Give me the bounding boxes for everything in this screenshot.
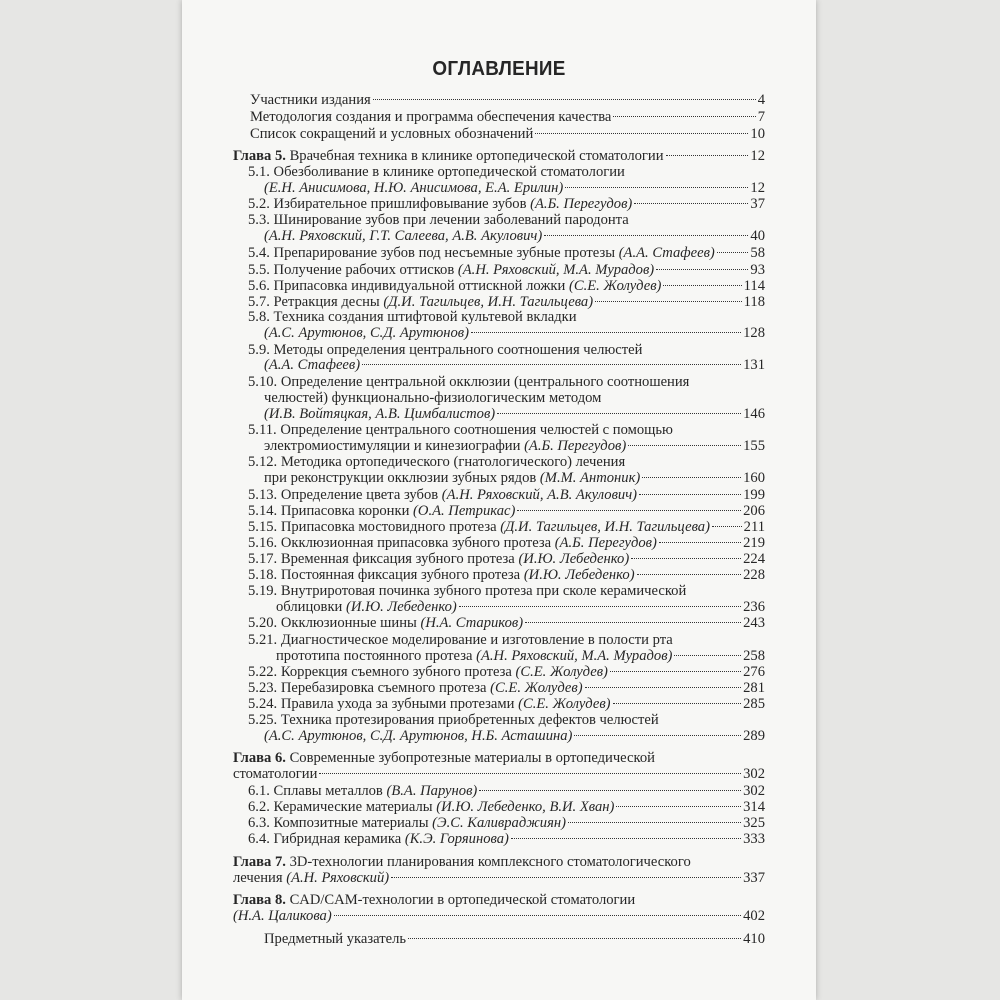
leader-dots <box>634 203 748 204</box>
toc-section-5-3[interactable]: 5.3. Шинирование зубов при лечении заболеваний пародонта <box>248 212 629 228</box>
leader-dots <box>628 445 741 446</box>
leader-dots <box>642 477 741 478</box>
leader-dots <box>511 838 741 839</box>
leader-dots <box>595 301 742 302</box>
page-number: 10 <box>750 126 765 142</box>
leader-dots <box>535 133 748 134</box>
toc-section-5-15[interactable]: 5.15. Припасовка мостовидного протеза (Д.И. Тагильцев, И.Н. Тагильцева) 211 <box>248 519 765 535</box>
leader-dots <box>574 735 741 736</box>
toc-section-5-1-authors: (Е.Н. Анисимова, Н.Ю. Анисимова, Е.А. Ерилин) 12 <box>264 180 765 196</box>
leader-dots <box>479 790 741 791</box>
toc-section-5-6[interactable]: 5.6. Припасовка индивидуальной оттискной ложки (С.Е. Жолудев) 114 <box>248 278 765 294</box>
toc-entry-abbreviations[interactable]: Список сокращений и условных обозначений 10 <box>250 126 765 142</box>
leader-dots <box>497 413 741 414</box>
toc-section-5-19[interactable]: 5.19. Внутриротовая починка зубного протеза при сколе керамической <box>248 583 687 599</box>
toc-section-5-19-cont: облицовки (И.Ю. Лебеденко) 236 <box>276 599 765 615</box>
leader-dots <box>616 806 741 807</box>
leader-dots <box>666 155 749 156</box>
leader-dots <box>373 99 756 100</box>
toc-section-5-20[interactable]: 5.20. Окклюзионные шины (Н.А. Стариков) 243 <box>248 615 765 631</box>
leader-dots <box>565 187 748 188</box>
toc-section-6-2[interactable]: 6.2. Керамические материалы (И.Ю. Лебеденко, В.И. Хван) 314 <box>248 799 765 815</box>
leader-dots <box>637 574 742 575</box>
leader-dots <box>391 877 741 878</box>
toc-chapter-7-cont: лечения (А.Н. Ряховский) 337 <box>233 870 765 886</box>
toc-section-5-9[interactable]: 5.9. Методы определения центрального соотношения челюстей <box>248 342 643 358</box>
toc-chapter-8[interactable]: Глава 8. CAD/CAM-технологии в ортопедической стоматологии <box>233 892 636 908</box>
toc-section-5-9-authors: (А.А. Стафеев) 131 <box>264 357 765 373</box>
toc-section-5-18[interactable]: 5.18. Постоянная фиксация зубного протеза (И.Ю. Лебеденко) 228 <box>248 567 765 583</box>
page-title: ОГЛАВЛЕНИЕ <box>432 57 566 80</box>
leader-dots <box>639 494 741 495</box>
toc-section-5-3-authors: (А.Н. Ряховский, Г.Т. Салеева, А.В. Акулович) 40 <box>264 228 765 244</box>
leader-dots <box>544 235 748 236</box>
toc-section-5-23[interactable]: 5.23. Перебазировка съемного протеза (С.Е. Жолудев) 281 <box>248 680 765 696</box>
leader-dots <box>712 526 742 527</box>
toc-chapter-7[interactable]: Глава 7. 3D-технологии планирования комплексного стоматологического <box>233 854 691 870</box>
leader-dots <box>459 606 741 607</box>
toc-section-5-8-authors: (А.С. Арутюнов, С.Д. Арутюнов) 128 <box>264 325 765 341</box>
leader-dots <box>319 773 741 774</box>
leader-dots <box>659 542 741 543</box>
toc-section-5-13[interactable]: 5.13. Определение цвета зубов (А.Н. Ряховский, А.В. Акулович) 199 <box>248 487 765 503</box>
leader-dots <box>613 703 742 704</box>
leader-dots <box>362 364 741 365</box>
toc-section-5-7[interactable]: 5.7. Ретракция десны (Д.И. Тагильцев, И.Н. Тагильцева) 118 <box>248 294 765 310</box>
toc-section-5-1[interactable]: 5.1. Обезболивание в клинике ортопедической стоматологии <box>248 164 625 180</box>
toc-section-5-25-authors: (А.С. Арутюнов, С.Д. Арутюнов, Н.Б. Асташина) 289 <box>264 728 765 744</box>
page-number: 4 <box>757 92 765 108</box>
toc-chapter-5[interactable]: Глава 5. Врачебная техника в клинике ортопедической стоматологии 12 <box>233 148 765 164</box>
toc-section-5-24[interactable]: 5.24. Правила ухода за зубными протезами (С.Е. Жолудев) 285 <box>248 696 765 712</box>
toc-section-5-17[interactable]: 5.17. Временная фиксация зубного протеза (И.Ю. Лебеденко) 224 <box>248 551 765 567</box>
toc-section-5-11[interactable]: 5.11. Определение центрального соотношения челюстей с помощью <box>248 422 673 438</box>
toc-entry-subject-index[interactable]: Предметный указатель 410 <box>264 931 765 947</box>
leader-dots <box>656 269 748 270</box>
leader-dots <box>585 687 742 688</box>
toc-section-5-16[interactable]: 5.16. Окклюзионная припасовка зубного протеза (А.Б. Перегудов) 219 <box>248 535 765 551</box>
toc-chapter-6-cont: стоматологии 302 <box>233 766 765 782</box>
toc-section-5-10-authors: (И.В. Войтяцкая, А.В. Цимбалистов) 146 <box>264 406 765 422</box>
leader-dots <box>525 622 741 623</box>
page-number: 7 <box>757 109 765 125</box>
toc-section-5-21[interactable]: 5.21. Диагностическое моделирование и изготовление в полости рта <box>248 632 673 648</box>
leader-dots <box>334 915 741 916</box>
toc-section-6-3[interactable]: 6.3. Композитные материалы (Э.С. Каливраджиян) 325 <box>248 815 765 831</box>
toc-section-5-14[interactable]: 5.14. Припасовка коронки (О.А. Петрикас) 206 <box>248 503 765 519</box>
toc-section-5-12-cont: при реконструкции окклюзии зубных рядов (М.М. Антоник) 160 <box>264 470 765 486</box>
toc-entry-methodology[interactable]: Методология создания и программа обеспечения качества 7 <box>250 109 765 125</box>
toc-section-5-11-cont: электромиостимуляции и кинезиографии (А.Б. Перегудов) 155 <box>264 438 765 454</box>
toc-section-6-1[interactable]: 6.1. Сплавы металлов (В.А. Парунов) 302 <box>248 783 765 799</box>
leader-dots <box>663 285 741 286</box>
toc-section-5-10[interactable]: 5.10. Определение центральной окклюзии (центрального соотношения <box>248 374 690 390</box>
leader-dots <box>717 252 749 253</box>
leader-dots <box>610 671 741 672</box>
toc-section-5-4[interactable]: 5.4. Препарирование зубов под несъемные зубные протезы (А.А. Стафеев) 58 <box>248 245 765 261</box>
toc-entry-participants[interactable]: Участники издания 4 <box>250 92 765 108</box>
toc-section-5-25[interactable]: 5.25. Техника протезирования приобретенных дефектов челюстей <box>248 712 659 728</box>
leader-dots <box>631 558 741 559</box>
leader-dots <box>613 116 755 117</box>
leader-dots <box>568 822 741 823</box>
toc-section-5-21-cont: прототипа постоянного протеза (А.Н. Ряховский, М.А. Мурадов) 258 <box>276 648 765 664</box>
toc-chapter-8-authors: (Н.А. Цаликова) 402 <box>233 908 765 924</box>
toc-section-5-5[interactable]: 5.5. Получение рабочих оттисков (А.Н. Ряховский, М.А. Мурадов) 93 <box>248 262 765 278</box>
leader-dots <box>408 938 741 939</box>
toc-section-5-2[interactable]: 5.2. Избирательное пришлифовывание зубов (А.Б. Перегудов) 37 <box>248 196 765 212</box>
toc-section-5-22[interactable]: 5.22. Коррекция съемного зубного протеза (С.Е. Жолудев) 276 <box>248 664 765 680</box>
toc-section-5-8[interactable]: 5.8. Техника создания штифтовой культевой вкладки <box>248 309 577 325</box>
leader-dots <box>674 655 741 656</box>
toc-chapter-6[interactable]: Глава 6. Современные зубопротезные материалы в ортопедической <box>233 750 655 766</box>
leader-dots <box>471 332 741 333</box>
book-page <box>182 0 816 1000</box>
toc-section-5-10-cont: челюстей) функционально-физиологическим методом <box>264 390 602 406</box>
toc-section-5-12[interactable]: 5.12. Методика ортопедического (гнатологического) лечения <box>248 454 626 470</box>
toc-section-6-4[interactable]: 6.4. Гибридная керамика (К.Э. Горяинова) 333 <box>248 831 765 847</box>
leader-dots <box>517 510 741 511</box>
